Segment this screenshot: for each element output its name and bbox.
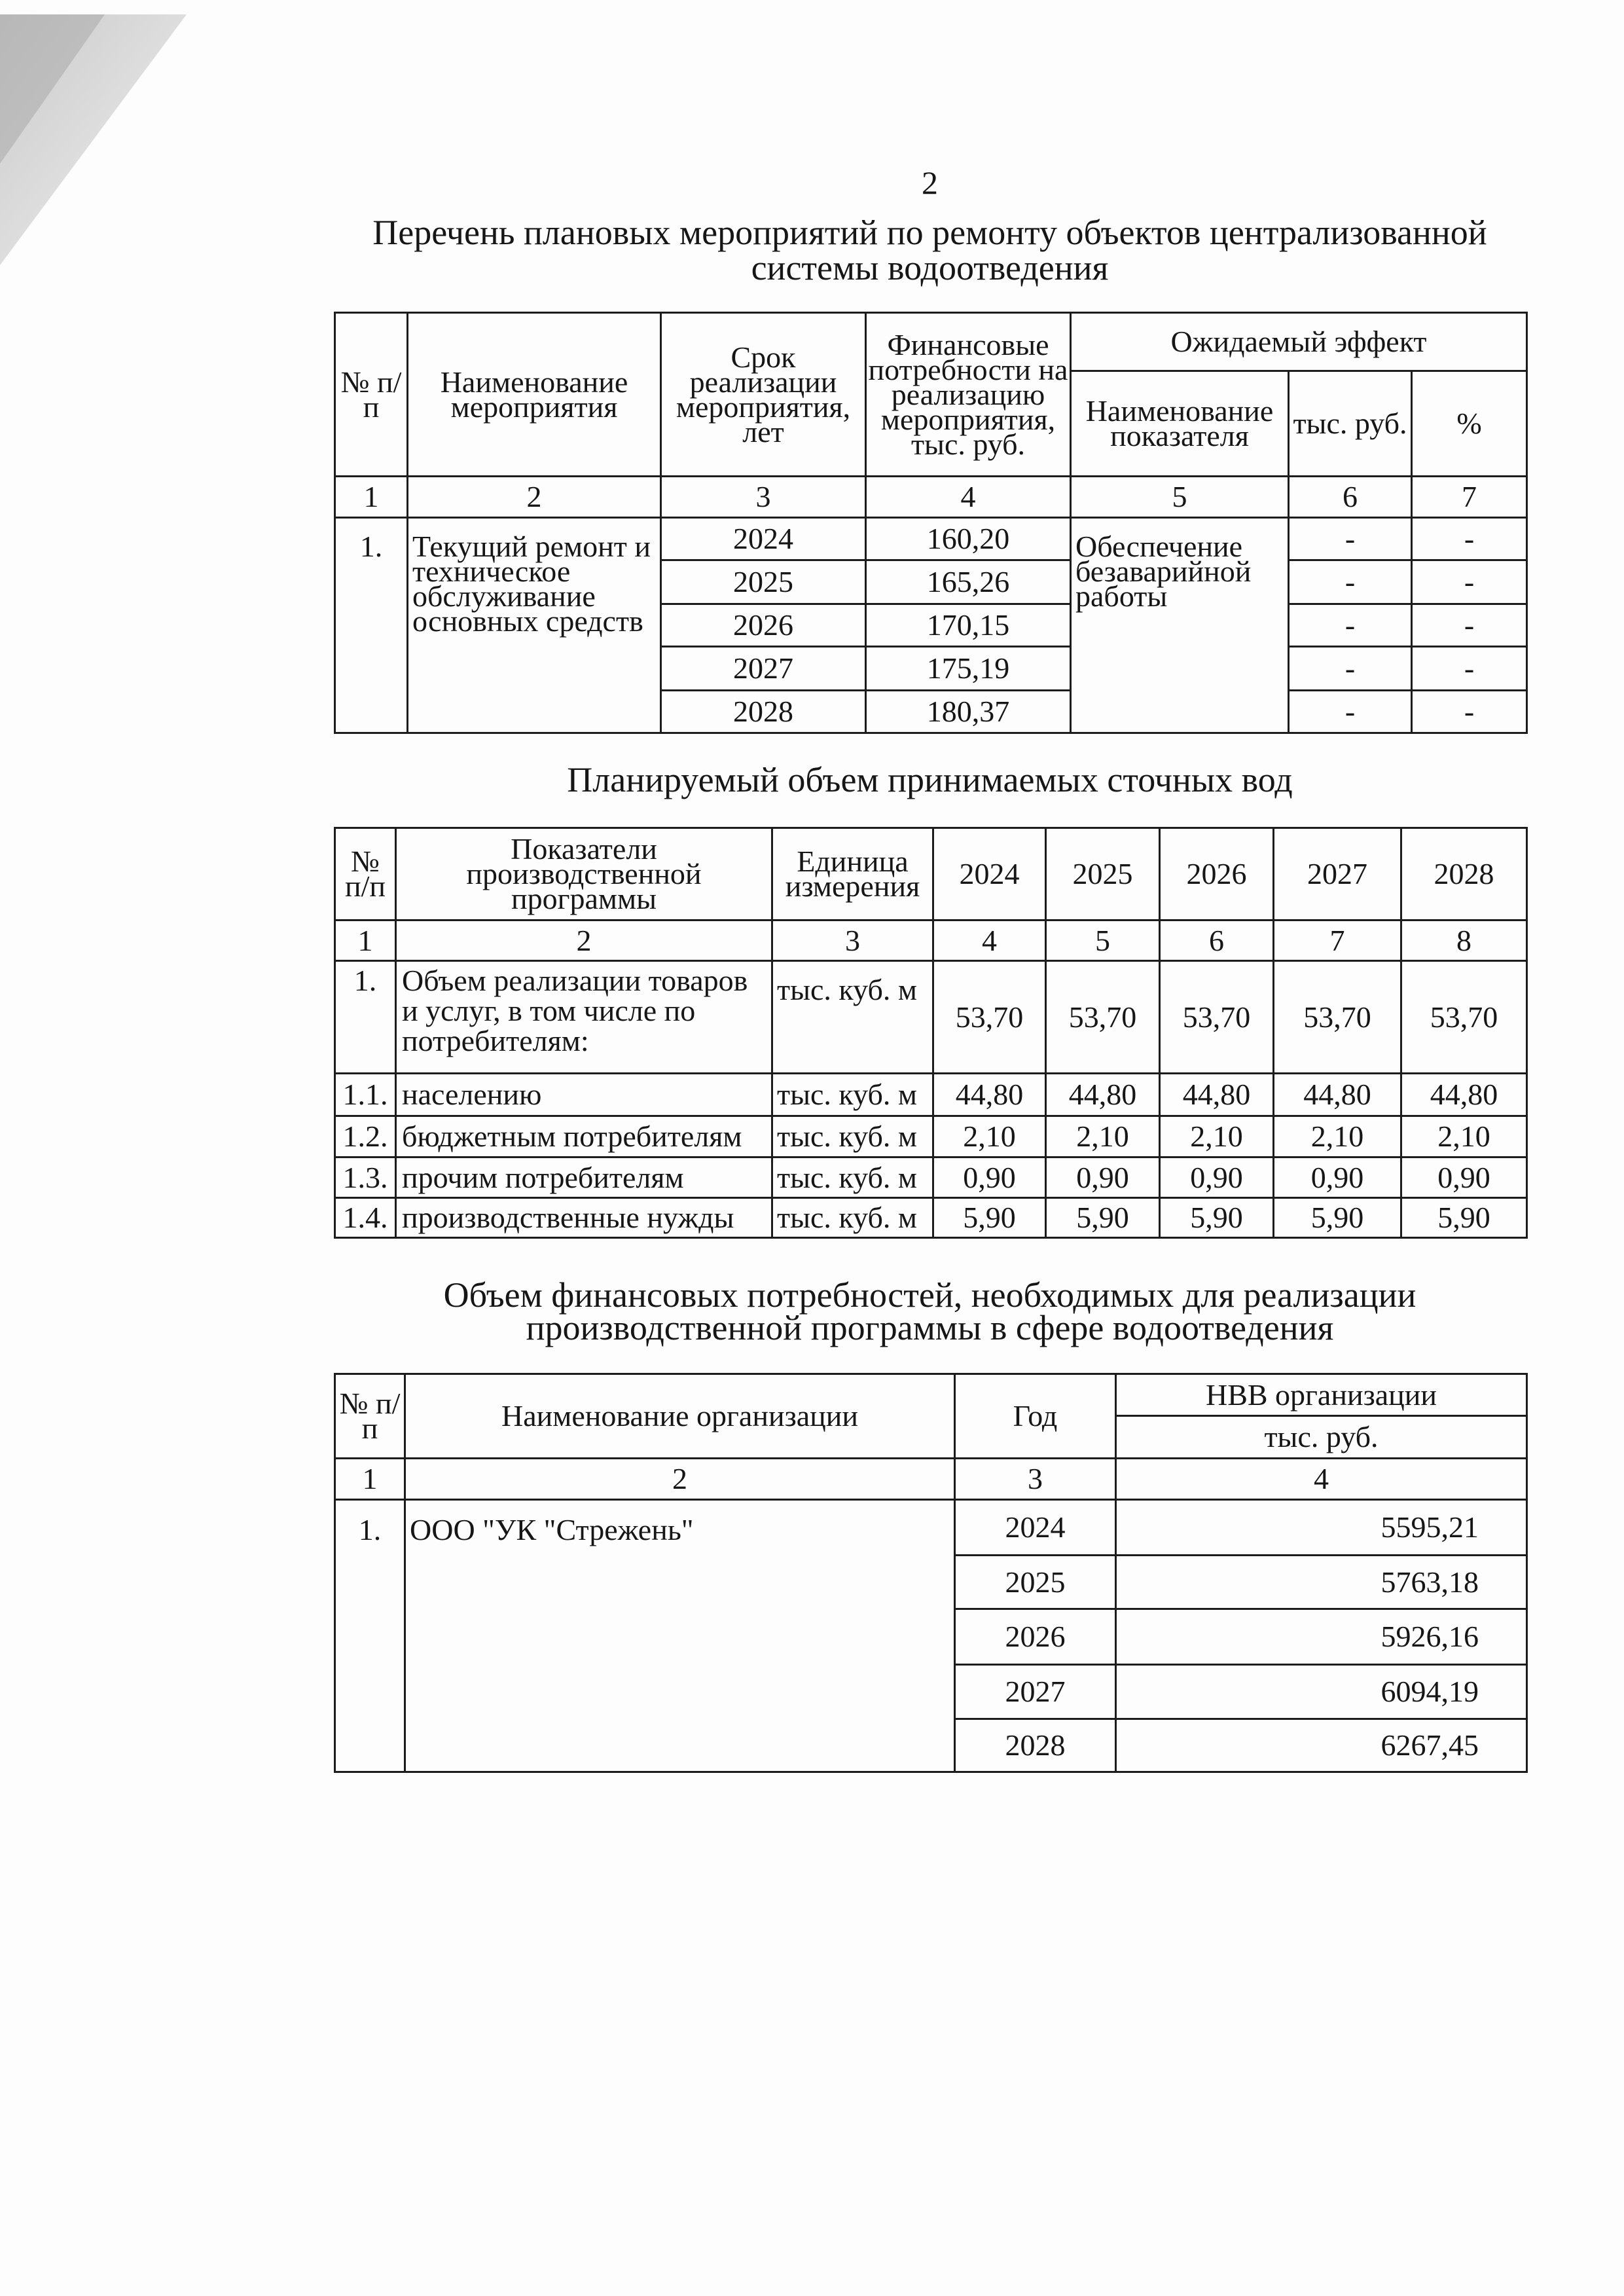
table-row bbox=[335, 1116, 1527, 1157]
value-cell: 0,90 bbox=[1160, 1157, 1274, 1198]
column-number-cell: 6 bbox=[1289, 477, 1412, 518]
financial-needs-table bbox=[334, 1373, 1528, 1773]
column-number-cell: 3 bbox=[772, 920, 933, 961]
value-cell: 53,70 bbox=[933, 961, 1046, 1074]
value-cell: 5,90 bbox=[1401, 1198, 1527, 1238]
row-number: 1. bbox=[335, 961, 396, 1074]
value-cell: 0,90 bbox=[933, 1157, 1046, 1198]
nvv-value-cell: 5595,21 bbox=[1116, 1500, 1527, 1556]
header-effect-rub: тыс. руб. bbox=[1289, 371, 1412, 477]
scan-edge-shadow bbox=[0, 0, 209, 282]
finance-cell: 180,37 bbox=[866, 691, 1071, 733]
title-line: Перечень плановых мероприятий по ремонту объектов централизованной bbox=[372, 213, 1487, 252]
column-number-cell: 6 bbox=[1160, 920, 1274, 961]
unit-cell: тыс. куб. м bbox=[772, 1074, 933, 1116]
header-year: 2025 bbox=[1046, 828, 1160, 920]
column-number-cell: 1 bbox=[335, 477, 408, 518]
unit-cell: тыс. куб. м bbox=[772, 1198, 933, 1238]
value-cell: 0,90 bbox=[1046, 1157, 1160, 1198]
header-year: 2026 bbox=[1160, 828, 1274, 920]
column-number-row bbox=[335, 920, 1527, 961]
title-line: Объем финансовых потребностей, необходимых для реализации bbox=[443, 1275, 1416, 1315]
value-cell: 0,90 bbox=[1274, 1157, 1401, 1198]
header-measure-name: Наименование мероприятия bbox=[408, 313, 661, 477]
value-cell: 2,10 bbox=[1046, 1116, 1160, 1157]
header-num: № п/п bbox=[335, 828, 396, 920]
header-num: № п/п bbox=[335, 1374, 405, 1459]
year-cell: 2026 bbox=[955, 1609, 1116, 1665]
value-cell: 53,70 bbox=[1401, 961, 1527, 1074]
year-cell: 2025 bbox=[955, 1556, 1116, 1609]
value-cell: 2,10 bbox=[933, 1116, 1046, 1157]
column-number-cell: 3 bbox=[955, 1459, 1116, 1500]
title-financial-needs bbox=[334, 1275, 1526, 1347]
effect-percent-cell: - bbox=[1412, 647, 1527, 691]
column-number-cell: 5 bbox=[1071, 477, 1289, 518]
column-number-cell: 2 bbox=[405, 1459, 955, 1500]
column-number-cell: 4 bbox=[1116, 1459, 1527, 1500]
header-finance: Финансовые потребности на реализацию мероприятия, тыс. руб. bbox=[866, 313, 1071, 477]
row-number: 1.4. bbox=[335, 1198, 396, 1238]
title-wastewater-volume bbox=[334, 762, 1526, 797]
value-cell: 53,70 bbox=[1046, 961, 1160, 1074]
nvv-value-cell: 6094,19 bbox=[1116, 1665, 1527, 1719]
indicator-name: прочим потребителям bbox=[396, 1157, 772, 1198]
column-number-cell: 7 bbox=[1274, 920, 1401, 961]
effect-rub-cell: - bbox=[1289, 604, 1412, 647]
value-cell: 44,80 bbox=[933, 1074, 1046, 1116]
finance-cell: 160,20 bbox=[866, 518, 1071, 560]
header-nvv: НВВ организации bbox=[1116, 1374, 1527, 1416]
header-row bbox=[335, 828, 1527, 920]
indicator-name: Объем реализации товаров и услуг, в том числе по потребителям: bbox=[396, 961, 772, 1074]
header-effect-percent: % bbox=[1412, 371, 1527, 477]
header-year: 2024 bbox=[933, 828, 1046, 920]
effect-indicator-cell: Обеспечение безаварийной работы bbox=[1071, 518, 1289, 733]
column-number-row bbox=[335, 477, 1527, 518]
organization-name: ООО "УК "Стрежень" bbox=[405, 1500, 955, 1772]
title-line: системы водоотведения bbox=[751, 248, 1109, 287]
effect-rub-cell: - bbox=[1289, 691, 1412, 733]
header-num: № п/п bbox=[335, 313, 408, 477]
value-cell: 5,90 bbox=[1160, 1198, 1274, 1238]
header-row bbox=[335, 1374, 1527, 1416]
year-cell: 2024 bbox=[955, 1500, 1116, 1556]
table-row bbox=[335, 1500, 1527, 1556]
table-row bbox=[335, 1157, 1527, 1198]
header-year: 2028 bbox=[1401, 828, 1527, 920]
row-number: 1.2. bbox=[335, 1116, 396, 1157]
column-number-cell: 1 bbox=[335, 1459, 405, 1500]
row-number: 1.1. bbox=[335, 1074, 396, 1116]
column-number-cell: 4 bbox=[933, 920, 1046, 961]
year-cell: 2026 bbox=[661, 604, 866, 647]
repair-plan-table bbox=[334, 312, 1528, 734]
finance-cell: 165,26 bbox=[866, 560, 1071, 604]
table-row bbox=[335, 961, 1527, 1074]
value-cell: 53,70 bbox=[1274, 961, 1401, 1074]
effect-percent-cell: - bbox=[1412, 691, 1527, 733]
value-cell: 2,10 bbox=[1401, 1116, 1527, 1157]
column-number-cell: 8 bbox=[1401, 920, 1527, 961]
title-line: производственной программы в сфере водоотведения bbox=[526, 1308, 1334, 1347]
column-number-cell: 5 bbox=[1046, 920, 1160, 961]
indicator-name: населению bbox=[396, 1074, 772, 1116]
table-row bbox=[335, 1198, 1527, 1238]
measure-name: Текущий ремонт и техническое обслуживание основных средств bbox=[408, 518, 661, 733]
value-cell: 2,10 bbox=[1274, 1116, 1401, 1157]
wastewater-volume-table bbox=[334, 827, 1528, 1239]
value-cell: 44,80 bbox=[1401, 1074, 1527, 1116]
value-cell: 0,90 bbox=[1401, 1157, 1527, 1198]
header-effect-indicator: Наименование показателя bbox=[1071, 371, 1289, 477]
unit-cell: тыс. куб. м bbox=[772, 1157, 933, 1198]
year-cell: 2027 bbox=[955, 1665, 1116, 1719]
effect-rub-cell: - bbox=[1289, 560, 1412, 604]
value-cell: 5,90 bbox=[1046, 1198, 1160, 1238]
nvv-value-cell: 6267,45 bbox=[1116, 1719, 1527, 1772]
column-number-cell: 3 bbox=[661, 477, 866, 518]
header-expected-effect: Ожидаемый эффект bbox=[1071, 313, 1527, 371]
effect-percent-cell: - bbox=[1412, 560, 1527, 604]
value-cell: 44,80 bbox=[1160, 1074, 1274, 1116]
value-cell: 5,90 bbox=[1274, 1198, 1401, 1238]
year-cell: 2027 bbox=[661, 647, 866, 691]
column-number-cell: 7 bbox=[1412, 477, 1527, 518]
year-cell: 2028 bbox=[661, 691, 866, 733]
header-indicator: Показатели производственной программы bbox=[396, 828, 772, 920]
finance-cell: 170,15 bbox=[866, 604, 1071, 647]
column-number-cell: 4 bbox=[866, 477, 1071, 518]
nvv-value-cell: 5926,16 bbox=[1116, 1609, 1527, 1665]
table-row bbox=[335, 1074, 1527, 1116]
finance-cell: 175,19 bbox=[866, 647, 1071, 691]
column-number-row bbox=[335, 1459, 1527, 1500]
header-unit: Единица измерения bbox=[772, 828, 933, 920]
effect-rub-cell: - bbox=[1289, 647, 1412, 691]
year-cell: 2024 bbox=[661, 518, 866, 560]
header-year: 2027 bbox=[1274, 828, 1401, 920]
nvv-value-cell: 5763,18 bbox=[1116, 1556, 1527, 1609]
value-cell: 5,90 bbox=[933, 1198, 1046, 1238]
year-cell: 2028 bbox=[955, 1719, 1116, 1772]
unit-cell: тыс. куб. м bbox=[772, 1116, 933, 1157]
indicator-name: бюджетным потребителям bbox=[396, 1116, 772, 1157]
indicator-name: производственные нужды bbox=[396, 1198, 772, 1238]
page-number: 2 bbox=[922, 164, 938, 201]
value-cell: 44,80 bbox=[1046, 1074, 1160, 1116]
header-row bbox=[335, 313, 1527, 371]
table-row bbox=[335, 518, 1527, 560]
year-cell: 2025 bbox=[661, 560, 866, 604]
value-cell: 2,10 bbox=[1160, 1116, 1274, 1157]
value-cell: 44,80 bbox=[1274, 1074, 1401, 1116]
column-number-cell: 2 bbox=[408, 477, 661, 518]
item-number: 1. bbox=[335, 518, 408, 733]
row-number: 1.3. bbox=[335, 1157, 396, 1198]
column-number-cell: 2 bbox=[396, 920, 772, 961]
header-nvv-unit: тыс. руб. bbox=[1116, 1416, 1527, 1459]
value-cell: 53,70 bbox=[1160, 961, 1274, 1074]
title-line: Планируемый объем принимаемых сточных вод bbox=[567, 760, 1293, 799]
header-year: Год bbox=[955, 1374, 1116, 1459]
effect-percent-cell: - bbox=[1412, 604, 1527, 647]
title-repair-plan bbox=[334, 215, 1526, 285]
column-number-cell: 1 bbox=[335, 920, 396, 961]
effect-rub-cell: - bbox=[1289, 518, 1412, 560]
effect-percent-cell: - bbox=[1412, 518, 1527, 560]
unit-cell: тыс. куб. м bbox=[772, 961, 933, 1074]
header-term: Срок реализации мероприятия, лет bbox=[661, 313, 866, 477]
organization-number: 1. bbox=[335, 1500, 405, 1772]
header-organization: Наименование организации bbox=[405, 1374, 955, 1459]
